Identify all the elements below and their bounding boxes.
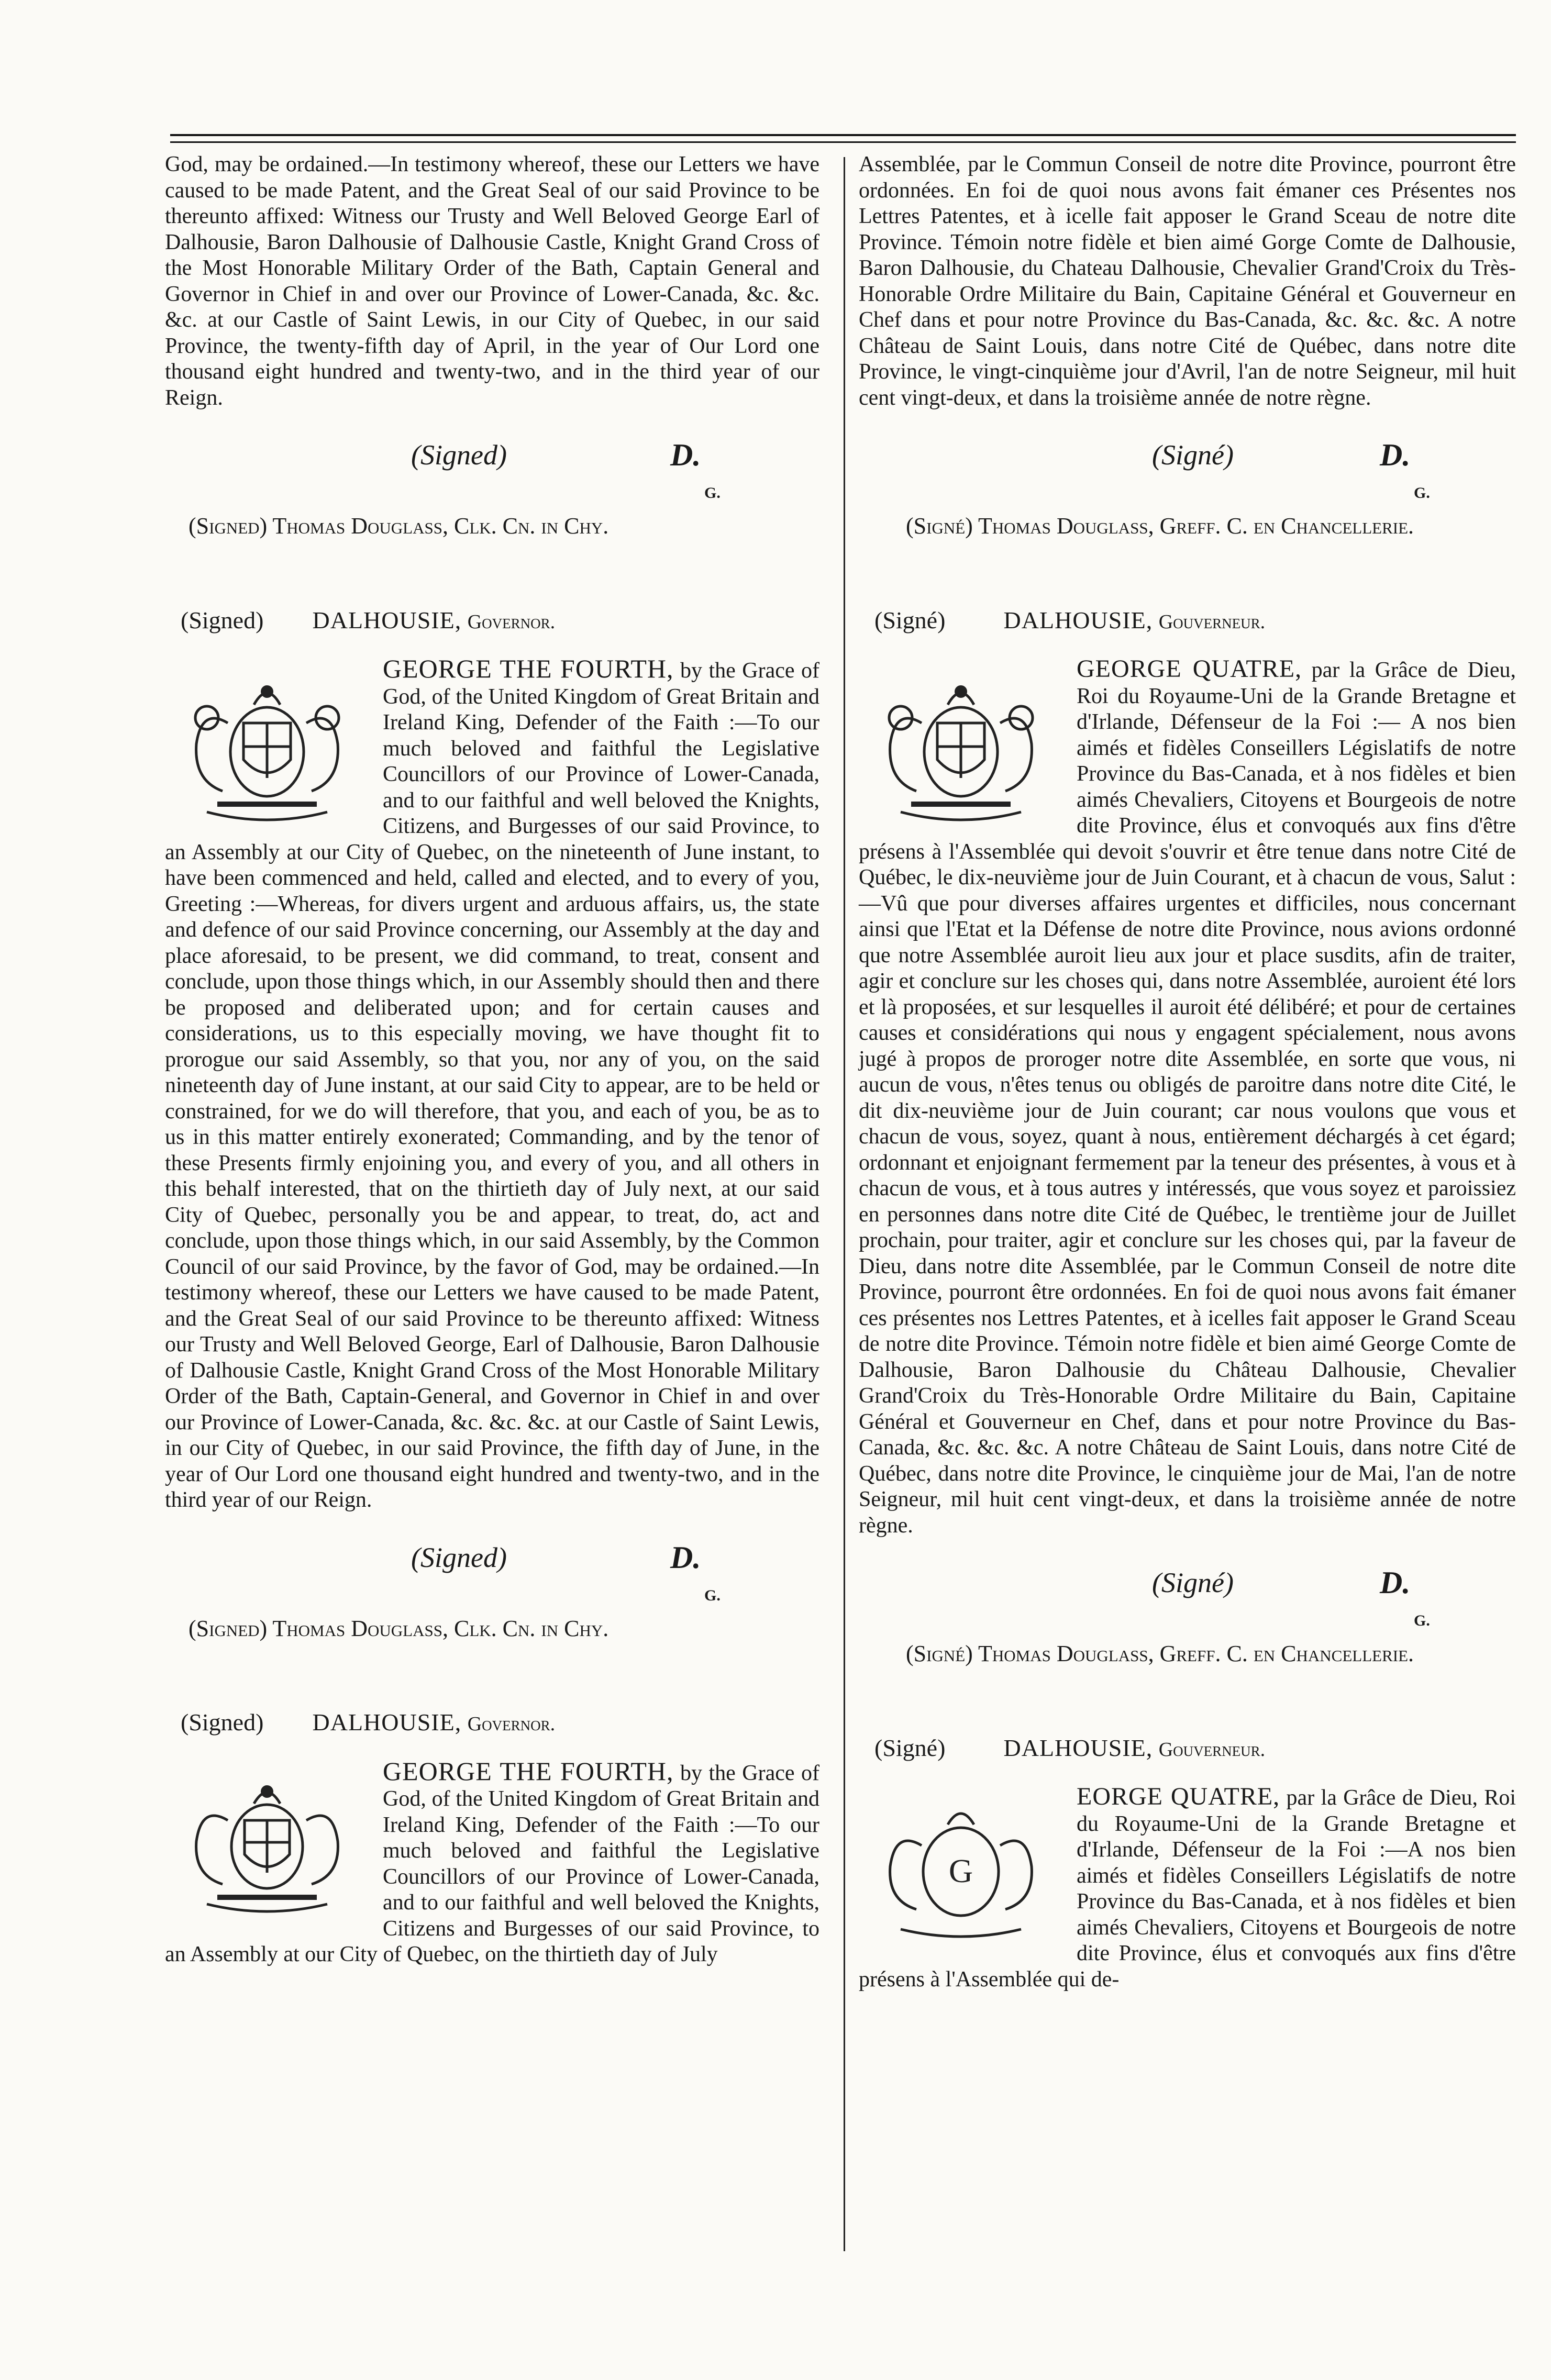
clerk-signature: (Signé) Thomas Douglass, Greff. C. en Chancellerie. bbox=[906, 513, 1414, 539]
proclamation-heading: GEORGE QUATRE, bbox=[1077, 655, 1302, 683]
proclamation-text: par la Grâce de Dieu, Roi du Royaume-Uni de la Grande Bretagne et d'Irlande, Défenseur de la Foi :—A nos bien aimés et fidèles Conseillers Législatifs de notre Province du Bas-Canada, et à nos fidèles et bien aimés Chevaliers, Citoyens et Bourgeois de notre dite Province, élus et convoqués aux fins d'être présens à l'Assemblée qui de- bbox=[859, 1786, 1516, 1992]
governor-name: DALHOUSIE, bbox=[312, 1709, 462, 1736]
governor-name: DALHOUSIE, bbox=[1003, 606, 1153, 633]
signature-block bbox=[859, 1565, 1516, 1629]
governor-title: Gouverneur. bbox=[1158, 610, 1266, 633]
governor-signed-label: (Signed) bbox=[181, 1709, 264, 1736]
clerk-signature: (Signé) Thomas Douglass, Greff. C. en Chancellerie. bbox=[906, 1641, 1414, 1666]
governor-signed-label: (Signé) bbox=[874, 606, 946, 633]
proclamation bbox=[165, 1756, 819, 1968]
french-column bbox=[859, 152, 1516, 1993]
signed-label: (Signé) bbox=[1152, 439, 1234, 471]
royal-coat-of-arms-icon bbox=[165, 1763, 369, 1922]
governor-title: Gouverneur. bbox=[1158, 1738, 1266, 1761]
signed-label: (Signed) bbox=[411, 439, 507, 471]
signature-initial: D. bbox=[670, 438, 701, 472]
signature-subscript: G. bbox=[704, 484, 721, 502]
clerk-signature: (Signed) Thomas Douglass, Clk. Cn. in Chy. bbox=[189, 1615, 609, 1641]
proclamation-text: by the Grace of God, of the United Kingdom of Great Britain and Ireland King, Defender of the Faith :—To our much beloved and faithful the Legislative Councillors of our Province of Lower-Canada, and to our faithful and well beloved the Knights, Citizens, and Burgesses of our said Province, to an Assembly at our City of Quebec, on the nineteenth of June instant, to have been commenced and held, called and elected, and to every of you, Greeting :—Whereas, for divers urgent and arduous affairs, us, the state and defence of our said Province concerning, our Assembly at the day and place aforesaid, to be present, we did command, to treat, consent and conclude, upon those things which, in our Assembly should then and there be proposed and deliberated upon; and for certain causes and considerations, us to this especially moving, we have thought fit to prorogue our said Assembly, so that you, nor any of you, on the said nineteenth day of June instant, at our said City to appear, are to be held or constrained, for we do will therefore, that you, and each of you, be as to us in this matter entirely exonerated; Commanding, and by the tenor of these Presents firmly enjoining you, and every of you, and all others in this behalf interested, that on the thirtieth day of July next, at our said City of Quebec, personally you be and appear, to treat, do, act and conclude, upon those things which, in our said Assembly, by the Common Council of our said Province, by the favor of God, may be ordained.—In testimony whereof, these our Letters we have caused to be made Patent, and the Great Seal of our said Province to be thereunto affixed: Witness our Trusty and Well Beloved George, Earl of Dalhousie, Baron Dalhousie of Dalhousie Castle, Knight Grand Cross of the Most Honorable Military Order of the Bath, Captain-General, and Governor in Chief in and over our Province of Lower-Canada, &c. &c. &c. at our Castle of Saint Lewis, in our City of Quebec, in our said Province, the fifth day of June, in the year of Our Lord one thousand eight hundred and twenty-two, and in the third year of our Reign. bbox=[165, 659, 819, 1512]
royal-coat-of-arms-icon bbox=[165, 660, 369, 833]
proclamation bbox=[859, 656, 1516, 1539]
proclamation-heading: GEORGE THE FOURTH, bbox=[383, 654, 674, 683]
governor-title: Governor. bbox=[467, 610, 556, 633]
proclamation bbox=[165, 656, 819, 1514]
governor-signed-label: (Signé) bbox=[874, 1734, 946, 1761]
signed-label: (Signed) bbox=[411, 1541, 507, 1573]
governor-name: DALHOUSIE, bbox=[312, 606, 462, 633]
governor-signature bbox=[165, 1709, 819, 1738]
drop-letter: G bbox=[948, 1852, 973, 1889]
signature-subscript: G. bbox=[1414, 484, 1430, 502]
proclamation-heading: GEORGE THE FOURTH, bbox=[383, 1756, 674, 1786]
top-rule bbox=[170, 134, 1516, 143]
signature-subscript: G. bbox=[704, 1586, 721, 1604]
signature-initial: D. bbox=[1380, 438, 1411, 472]
governor-signature bbox=[165, 607, 819, 636]
governor-signature bbox=[859, 607, 1516, 636]
governor-signature bbox=[859, 1735, 1516, 1763]
governor-title: Governor. bbox=[467, 1713, 556, 1735]
signature-block bbox=[165, 438, 819, 502]
governor-signed-label: (Signed) bbox=[181, 606, 264, 633]
signed-label: (Signé) bbox=[1152, 1567, 1234, 1598]
clerk-signature: (Signed) Thomas Douglass, Clk. Cn. in Chy. bbox=[189, 513, 609, 539]
proclamation-text: par la Grâce de Dieu, Roi du Royaume-Uni de la Grande Bretagne et d'Irlande, Défenseur de la Foi :— A nos bien aimés et fidèles Conseillers Législatifs de notre Province du Bas-Canada, et à nos fidèles et bien aimés Chevaliers, Citoyens et Bourgeois de notre dite Province, élus et convoqués aux fins d'être présens à l'Assemblée qui devoit s'ouvrir et être tenue dans notre Cité de Québec, le dix-neuvième jour de Juin Courant, et à chacun de vous, Salut :—Vû que pour diverses affaires urgentes et difficiles, nous concernant ainsi que l'Etat et la Défense de notre dite Province, nous avions ordonné que notre Assemblée auroit lieu aux jour et place susdits, afin de traiter, agir et conclure sur les choses qui, dans notre Assemblée, auroient été lors et là proposées, et sur lesquelles il auroit été délibéré; et pour de certaines causes et considérations qui nous y engagent spécialement, nous avons jugé à propos de proroger notre dite Assemblée, en sorte que vous, ni aucun de vous, n'êtes tenus ou obligés de paroitre dans notre dite Cité, le dit dix-neuvième jour de Juin courant; car nous voulons que vous et chacun de vous, soyez, quant à nous, entièrement déchargés à cet égard; ordonnant et enjoignant fermement par la teneur des présentes, à vous et à chacun de vous, et à tous autres y intéressés, que vous soyez et paroissiez en personnes dans notre dite Cité de Québec, le trentième jour de Juillet prochain, pour traiter, agir et conclure sur les choses qui, par la faveur de Dieu, dans notre dite Assemblée, par le Commun Conseil de notre dite Province, pourront être ordonnées. En foi de quoi nous avons fait émaner ces présentes nos Lettres Patentes, et à icelles fait apposer le Grand Sceau de notre dite Province. Témoin notre fidèle et bien aimé George Comte de Dalhousie, Baron Dalhousie du Château Dalhousie, Chevalier Grand'Croix du Très-Honorable Ordre Militaire du Bain, Capitaine Général et Gouverneur en Chef, dans et pour notre Province du Bas-Canada, &c. &c. &c. A notre Château de Saint Louis, dans notre Cité de Québec, dans notre dite Province, le cinquième jour de Mai, l'an de notre Seigneur, mil huit cent vingt-deux, et dans la troisième année de notre règne. bbox=[859, 658, 1516, 1538]
opening-paragraph: Assemblée, par le Commun Conseil de notre dite Province, pourront être ordonnées. En foi de quoi nous avons fait émaner ces Présentes nos Lettres Patentes, et à icelle fait apposer le Grand Sceau de notre dite Province. Témoin notre fidèle et bien aimé Gorge Comte de Dalhousie, Baron Dalhousie, du Chateau Dalhousie, Chevalier Grand'Croix du Très-Honorable Ordre Militaire du Bain, Capitaine Général et Gouverneur en Chef dans et pour notre Province du Bas-Canada, &c. &c. &c. A notre Château de Saint Louis, dans notre Cité de Québec, dans notre dite Province, le vingt-cinquième jour d'Avril, l'an de notre Seigneur, mil huit cent vingt-deux, et dans la troisième année de notre règne. bbox=[859, 152, 1516, 410]
royal-coat-of-arms-icon bbox=[859, 1788, 1063, 1948]
signature-initial: D. bbox=[670, 1540, 701, 1575]
proclamation-heading: EORGE QUATRE, bbox=[1077, 1783, 1280, 1810]
signature-block bbox=[859, 438, 1516, 502]
royal-coat-of-arms-icon bbox=[859, 660, 1063, 833]
english-column bbox=[165, 152, 819, 1968]
proclamation bbox=[859, 1784, 1516, 1993]
signature-subscript: G. bbox=[1414, 1612, 1430, 1629]
governor-name: DALHOUSIE, bbox=[1003, 1734, 1153, 1761]
proclamation-text: by the Grace of God, of the United Kingdom of Great Britain and Ireland King, Defender of the Faith :—To our much beloved and faithful the Legislative Councillors of our Province of Lower-Canada, and to our faithful and well beloved the Knights, Citizens and Burgesses of our said Province, to an Assembly at our City of Quebec, on the thirtieth day of July bbox=[165, 1761, 819, 1966]
signature-block bbox=[165, 1540, 819, 1604]
opening-paragraph: God, may be ordained.—In testimony whereof, these our Letters we have caused to be made Patent, and the Great Seal of our said Province to be thereunto affixed: Witness our Trusty and Well Beloved George Earl of Dalhousie, Baron Dalhousie of Dalhousie Castle, Knight Grand Cross of the Most Honorable Military Order of the Bath, Captain General and Governor in Chief in and over our Province of Lower-Canada, &c. &c. &c. at our Castle of Saint Lewis, in our City of Quebec, in our said Province, the twenty-fifth day of April, in the year of Our Lord one thousand eight hundred and twenty-two, and in the third year of our Reign. bbox=[165, 152, 819, 410]
column-divider bbox=[844, 157, 845, 2251]
signature-initial: D. bbox=[1380, 1565, 1411, 1600]
